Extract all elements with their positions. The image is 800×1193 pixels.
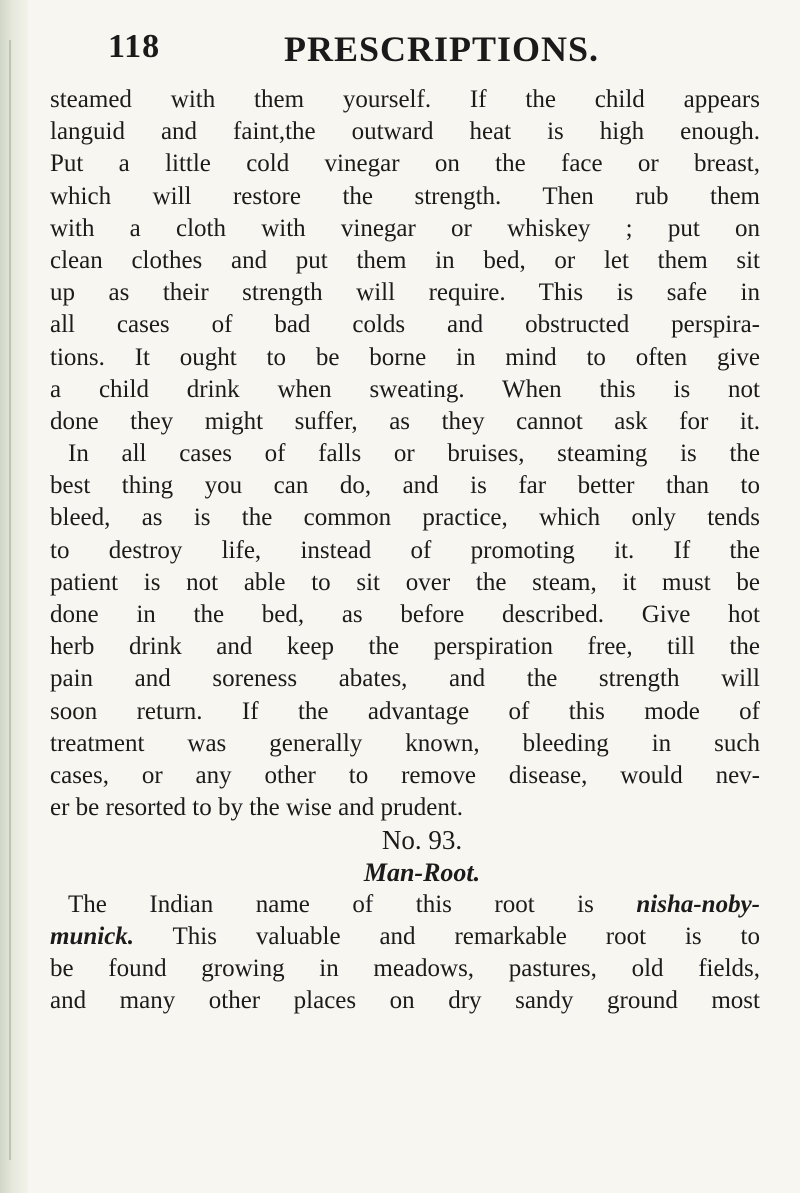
text-line: treatment was generally known, bleeding in such xyxy=(50,729,760,757)
text-line: er be resorted to by the wise and prudent. xyxy=(50,794,464,822)
page-gutter xyxy=(0,0,28,1193)
section-title: Man-Root. xyxy=(363,857,481,887)
text-run: This valuable and remarkable root is to xyxy=(134,922,760,950)
paragraph-2 xyxy=(50,438,760,824)
paragraph-1 xyxy=(50,84,760,438)
binding-shadow xyxy=(9,40,11,1160)
text-line: clean clothes and put them in bed, or let them sit xyxy=(50,246,760,274)
indian-name-term: nisha-noby- xyxy=(636,890,760,918)
section-number: No. 93. xyxy=(381,825,463,856)
text-line: all cases of bad colds and obstructed perspira- xyxy=(50,311,760,339)
text-line: which will restore the strength. Then rub them xyxy=(50,182,760,210)
text-run: The Indian name of this root is xyxy=(68,890,637,918)
text-line: a child drink when sweating. When this is not xyxy=(50,375,760,403)
body-text xyxy=(50,84,760,1017)
text-line: steamed with them yourself. If the child appears xyxy=(50,86,760,113)
text-line: done they might suffer, as they cannot ask for it. xyxy=(50,407,760,435)
text-line: bleed, as is the common practice, which only tends xyxy=(50,504,760,532)
text-line: be found growing in meadows, pastures, old fields, xyxy=(50,955,760,983)
indian-name-term: munick. xyxy=(50,922,135,950)
text-line: pain and soreness abates, and the strength will xyxy=(50,665,760,693)
page-header xyxy=(108,28,728,80)
text-line: soon return. If the advantage of this mode of xyxy=(50,697,760,725)
text-line: best thing you can do, and is far better than to xyxy=(50,472,760,500)
text-line: In all cases of falls or bruises, steaming is the xyxy=(68,440,760,468)
text-line: Put a little cold vinegar on the face or breast, xyxy=(50,150,760,178)
text-line: languid and faint,the outward heat is high enough. xyxy=(50,118,760,146)
running-title: PRESCRIPTIONS. xyxy=(284,29,600,69)
text-line xyxy=(50,921,760,953)
text-line xyxy=(50,889,760,921)
text-line: patient is not able to sit over the steam, it must be xyxy=(50,568,760,596)
text-line: and many other places on dry sandy ground most xyxy=(50,987,760,1015)
text-line: herb drink and keep the perspiration free, till the xyxy=(50,633,760,661)
text-line: cases, or any other to remove disease, would nev- xyxy=(50,761,760,789)
paragraph-3 xyxy=(50,889,760,1018)
text-line: done in the bed, as before described. Give hot xyxy=(50,601,760,628)
page-number: 118 xyxy=(108,28,161,65)
text-line: to destroy life, instead of promoting it. If the xyxy=(50,536,760,564)
text-line: tions. It ought to be borne in mind to often give xyxy=(50,343,760,371)
text-line: up as their strength will require. This is safe in xyxy=(50,279,760,307)
text-line: with a cloth with vinegar or whiskey ; put on xyxy=(50,214,760,242)
